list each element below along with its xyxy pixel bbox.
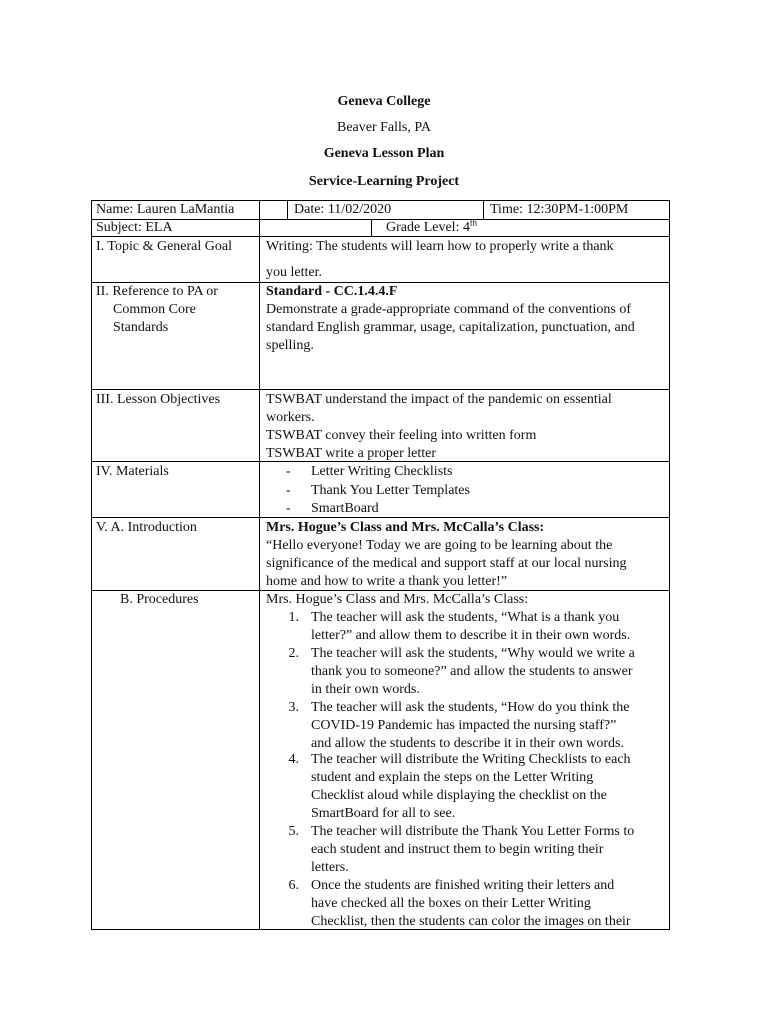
- objective-line: TSWBAT write a proper letter: [266, 446, 437, 461]
- lesson-time: Time: 12:30PM-1:00PM: [490, 202, 629, 217]
- table-column-divider: [371, 219, 372, 236]
- procedures-label: B. Procedures: [120, 592, 199, 607]
- step-line: The teacher will distribute the Thank You Letter Forms to: [311, 824, 635, 839]
- step-line: letters.: [311, 860, 349, 875]
- project-title: Service-Learning Project: [308, 174, 460, 189]
- objective-line: TSWBAT understand the impact of the pandemic on essential: [266, 392, 612, 407]
- material-item: Letter Writing Checklists: [311, 464, 453, 479]
- material-item: SmartBoard: [311, 501, 379, 516]
- lesson-plan-title: Geneva Lesson Plan: [323, 146, 445, 161]
- step-line: Once the students are finished writing their letters and: [311, 878, 615, 893]
- standard-line: standard English grammar, usage, capitalization, punctuation, and: [266, 320, 635, 335]
- step-line: Checklist aloud while displaying the checklist on the: [311, 788, 607, 803]
- step-line: in their own words.: [311, 682, 420, 697]
- step-number: 5.: [288, 824, 299, 839]
- standards-label: II. Reference to PA or: [96, 284, 218, 299]
- step-number: 2.: [288, 646, 299, 661]
- standards-label: Common Core: [113, 302, 196, 317]
- institution-title: Geneva College: [337, 94, 431, 109]
- introduction-line: “Hello everyone! Today we are going to be learning about the: [266, 538, 613, 553]
- table-divider: [91, 517, 670, 518]
- table-column-divider: [259, 200, 260, 929]
- topic-line: Writing: The students will learn how to properly write a thank: [266, 239, 614, 254]
- bullet-dash: -: [286, 501, 291, 516]
- step-line: The teacher will ask the students, “How do you think the: [311, 700, 630, 715]
- step-number: 4.: [288, 752, 299, 767]
- table-divider: [91, 236, 670, 237]
- step-number: 1.: [288, 610, 299, 625]
- introduction-label: V. A. Introduction: [96, 520, 197, 535]
- bullet-dash: -: [286, 483, 291, 498]
- step-number: 3.: [288, 700, 299, 715]
- subject: Subject: ELA: [96, 220, 173, 235]
- step-line: SmartBoard for all to see.: [311, 806, 456, 821]
- step-line: thank you to someone?” and allow the students to answer: [311, 664, 633, 679]
- bullet-dash: -: [286, 464, 291, 479]
- materials-label: IV. Materials: [96, 464, 169, 479]
- standard-line: Demonstrate a grade-appropriate command of the conventions of: [266, 302, 632, 317]
- table-column-divider: [483, 200, 484, 219]
- objective-line: TSWBAT convey their feeling into written form: [266, 428, 537, 443]
- step-line: and allow the students to describe it in their own words.: [311, 736, 624, 751]
- step-number: 6.: [288, 878, 299, 893]
- standards-label: Standards: [113, 320, 169, 335]
- introduction-heading: Mrs. Hogue’s Class and Mrs. McCalla’s Class:: [266, 520, 545, 535]
- lesson-date: Date: 11/02/2020: [294, 202, 392, 217]
- topic-label: I. Topic & General Goal: [96, 239, 232, 254]
- introduction-line: home and how to write a thank you letter!”: [266, 574, 508, 589]
- standard-heading: Standard - CC.1.4.4.F: [266, 284, 398, 299]
- step-line: letter?” and allow them to describe it in their own words.: [311, 628, 631, 643]
- objectives-label: III. Lesson Objectives: [96, 392, 221, 407]
- step-line: have checked all the boxes on their Letter Writing: [311, 896, 591, 911]
- standard-line: spelling.: [266, 338, 314, 353]
- introduction-line: significance of the medical and support staff at our local nursing: [266, 556, 627, 571]
- teacher-name: Name: Lauren LaMantia: [96, 202, 235, 217]
- step-line: The teacher will distribute the Writing Checklists to each: [311, 752, 631, 767]
- table-divider: [91, 389, 670, 390]
- procedures-heading: Mrs. Hogue’s Class and Mrs. McCalla’s Class:: [266, 592, 529, 607]
- step-line: COVID-19 Pandemic has impacted the nursing staff?”: [311, 718, 617, 733]
- table-column-divider: [287, 200, 288, 219]
- material-item: Thank You Letter Templates: [311, 483, 470, 498]
- step-line: The teacher will ask the students, “Why would we write a: [311, 646, 635, 661]
- step-line: each student and instruct them to begin writing their: [311, 842, 604, 857]
- step-line: student and explain the steps on the Letter Writing: [311, 770, 594, 785]
- objective-line: workers.: [266, 410, 315, 425]
- step-line: Checklist, then the students can color the images on their: [311, 914, 631, 929]
- institution-location: Beaver Falls, PA: [337, 120, 431, 135]
- step-line: The teacher will ask the students, “What is a thank you: [311, 610, 620, 625]
- topic-line: you letter.: [266, 265, 322, 280]
- grade-level: Grade Level: 4th: [386, 217, 477, 235]
- table-divider: [91, 219, 670, 220]
